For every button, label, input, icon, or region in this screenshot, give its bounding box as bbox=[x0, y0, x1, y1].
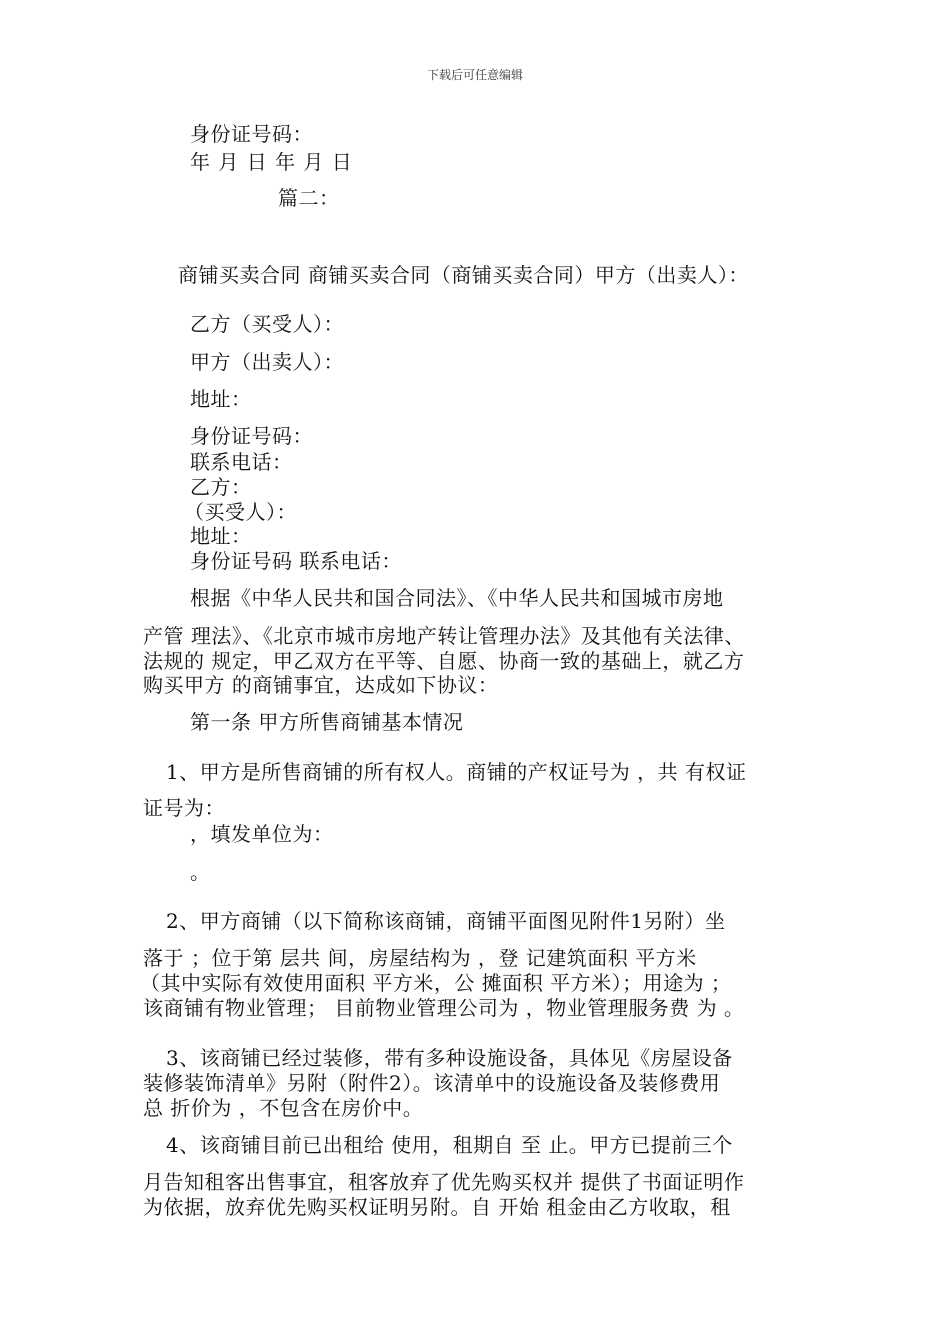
text-line: 甲方（出卖人）： bbox=[190, 350, 344, 374]
text-line: 1、甲方是所售商铺的所有权人。商铺的产权证号为 ，共 有权证 bbox=[166, 760, 747, 784]
text-line: 联系电话： bbox=[190, 450, 293, 474]
text-line: 4、该商铺目前已出租给 使用，租期自 至 止。甲方已提前三个 bbox=[166, 1133, 733, 1157]
article-heading: 第一条 甲方所售商铺基本情况 bbox=[190, 710, 464, 734]
text-line: ，填发单位为： bbox=[190, 822, 334, 846]
text-line: 购买甲方 的商铺事宜，达成如下协议： bbox=[143, 673, 499, 697]
text-line: 身份证号码 联系电话： bbox=[190, 549, 402, 573]
text-line: 。 bbox=[190, 860, 211, 884]
section-heading: 篇二： bbox=[278, 186, 340, 210]
text-line: 乙方（买受人）： bbox=[190, 312, 344, 336]
page-header-note: 下载后可任意编辑 bbox=[426, 68, 523, 82]
text-line: 乙方： bbox=[190, 475, 252, 499]
text-line: 地址： bbox=[190, 524, 252, 548]
text-line: 月告知租客出售事宜，租客放弃了优先购买权并 提供了书面证明作 bbox=[143, 1170, 745, 1194]
text-line: 证号为： bbox=[143, 796, 225, 820]
text-line: 身份证号码： bbox=[190, 122, 313, 146]
text-line: 地址： bbox=[190, 387, 252, 411]
text-line: 2、甲方商铺（以下简称该商铺，商铺平面图见附件1另附）坐 bbox=[166, 909, 726, 933]
text-line: 装修装饰清单》另附（附件2）。该清单中的设施设备及装修费用 bbox=[143, 1071, 721, 1095]
text-line: 产管 理法》、《北京市城市房地产转让管理办法》及其他有关法律、 bbox=[143, 624, 745, 648]
text-line: 3、该商铺已经过装修，带有多种设施设备，具体见《房屋设备 bbox=[166, 1046, 733, 1070]
text-line: 该商铺有物业管理； 目前物业管理公司为 ，物业管理服务费 为 。 bbox=[143, 996, 745, 1020]
text-line: 年 月 日 年 月 日 bbox=[190, 150, 353, 174]
text-line: （其中实际有效使用面积 平方米，公 摊面积 平方米）；用途为 ； bbox=[140, 971, 732, 995]
contract-title-line: 商铺买卖合同 商铺买卖合同（商铺买卖合同）甲方（出卖人）： bbox=[178, 263, 749, 287]
text-line: 落于 ；位于第 层共 间，房屋结构为 ，登 记建筑面积 平方米 bbox=[143, 946, 697, 970]
text-line: 根据《中华人民共和国合同法》、《中华人民共和国城市房地 bbox=[190, 586, 724, 610]
text-line: 总 折价为 ，不包含在房价中。 bbox=[143, 1096, 424, 1120]
text-line: （买受人）： bbox=[184, 500, 297, 524]
text-line: 为依据，放弃优先购买权证明另附。自 开始 租金由乙方收取，租 bbox=[143, 1195, 731, 1219]
text-line: 法规的 规定，甲乙双方在平等、自愿、协商一致的基础上，就乙方 bbox=[143, 649, 745, 673]
text-line: 身份证号码： bbox=[190, 424, 313, 448]
